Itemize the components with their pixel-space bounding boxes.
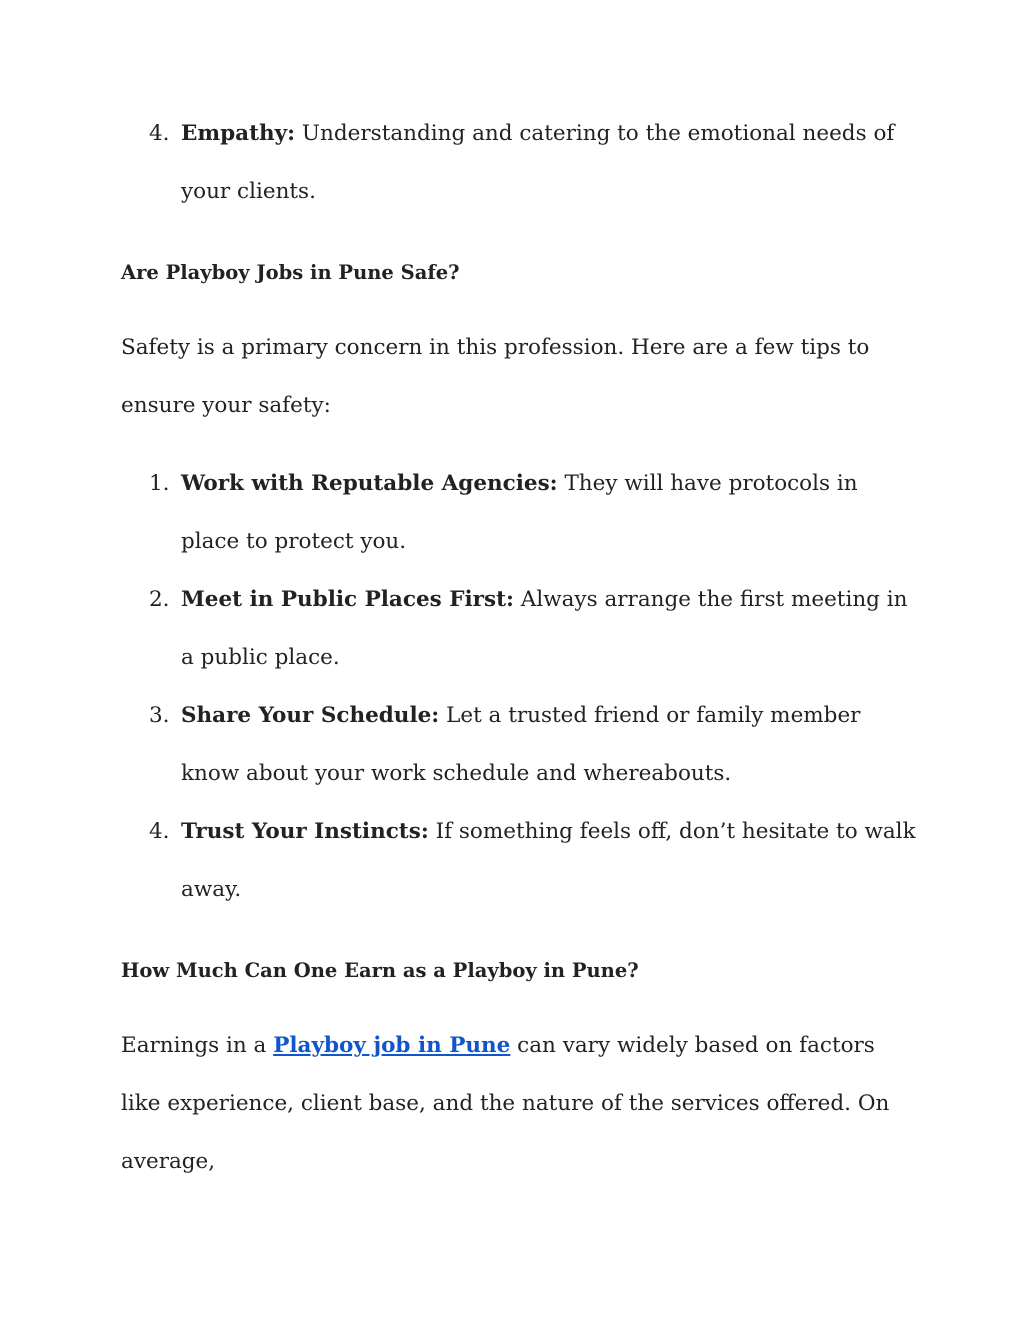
list-item-text: If something feels off, don’t hesitate to walk away. bbox=[181, 819, 916, 902]
list-item-text: They will have protocols in place to protect you. bbox=[181, 471, 858, 554]
safety-intro-paragraph: Safety is a primary concern in this profession. Here are a few tips to ensure your safety: bbox=[121, 335, 870, 418]
earnings-text-before-link: Earnings in a bbox=[121, 1033, 274, 1058]
list-item-title: Trust Your Instincts: bbox=[181, 819, 429, 844]
list-item-text: Understanding and catering to the emotional needs of your clients. bbox=[181, 121, 895, 204]
list-item-body bbox=[181, 687, 921, 803]
list-item-text: Always arrange the first meeting in a public place. bbox=[181, 587, 908, 670]
section-heading-earnings: How Much Can One Earn as a Playboy in Pune? bbox=[121, 959, 639, 982]
list-item-body bbox=[181, 105, 921, 221]
section-heading-safety: Are Playboy Jobs in Pune Safe? bbox=[121, 261, 460, 284]
list-item-title: Meet in Public Places First: bbox=[181, 587, 514, 612]
list-item-number: 2. bbox=[149, 587, 170, 612]
list-item-body bbox=[181, 571, 921, 687]
list-item-trust-instincts bbox=[121, 803, 921, 919]
earnings-text-after-link: can vary widely based on factors like experience, client base, and the nature of the services offered. On average, bbox=[121, 1033, 890, 1174]
earnings-paragraph bbox=[121, 1017, 921, 1191]
list-item-public-places bbox=[121, 571, 921, 687]
list-item-title: Work with Reputable Agencies: bbox=[181, 471, 558, 496]
list-item-number: 1. bbox=[149, 471, 170, 496]
list-item-empathy bbox=[121, 105, 921, 221]
list-item-number: 4. bbox=[149, 121, 170, 146]
playboy-job-link[interactable]: Playboy job in Pune bbox=[273, 1033, 511, 1058]
list-item-text: Let a trusted friend or family member know about your work schedule and whereabouts. bbox=[181, 703, 861, 786]
list-item-number: 4. bbox=[149, 819, 170, 844]
list-item-body bbox=[181, 455, 921, 571]
list-item-body bbox=[181, 803, 921, 919]
list-item-title: Share Your Schedule: bbox=[181, 703, 440, 728]
list-item-number: 3. bbox=[149, 703, 170, 728]
list-item-title: Empathy: bbox=[181, 121, 296, 146]
list-item-share-schedule bbox=[121, 687, 921, 803]
list-item-reputable-agencies bbox=[121, 455, 921, 571]
